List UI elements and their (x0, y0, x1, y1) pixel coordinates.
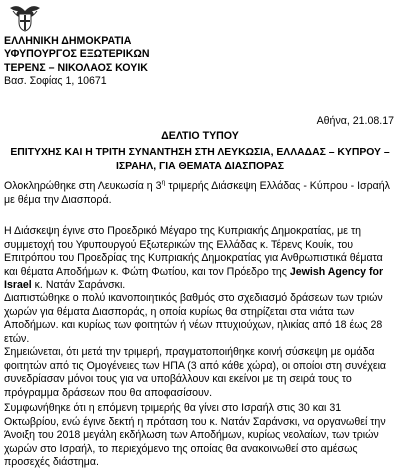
paragraph: Διαπιστώθηκε ο πολύ ικανοποιητικός βαθμός στο σχεδιασμό δράσεων των τριών χωρών για θέματα Διασποράς, η οποία κυρίως θα στηρίζεται στα νιάτα των Αποδήμων. και κυρίως των φοιτητών ή νέων πτυχιούχων, ηλικίας από 18 έως 28 ετών. (4, 292, 383, 345)
header-line: ΕΛΛΗΝΙΚΗ ΔΗΜΟΚΡΑΤΙΑ (4, 35, 132, 47)
paragraph: Σημειώνεται, ότι μετά την τριμερή, πραγματοποιήθηκε κοινή σύσκεψη με ομάδα φοιτητών από τις Ομογένειες των ΗΠΑ (3 από κάθε χώρα), οι οποίοι στη συνέχεια συνεδρίασαν μόνοι τους για να υποβάλλουν και εκείνοι με τη σειρά τους το πρόγραμμα δράσεων που θα αποφασίσουν. (4, 346, 387, 399)
paragraph: Η Διάσκεψη έγινε στο Προεδρικό Μέγαρο της Κυπριακής Δημοκρατίας, με τη συμμετοχή του Υφυπουργού Εξωτερικών της Ελλάδας κ. Τέρενς Κουίκ, του Επιτρόπου του Προεδρίας της Κυπριακής Δημοκρατίας για Ανθρωπιστικά θέματα και θέματα Αποδήμων κ. Φώτη Φωτίου, και τον Πρόεδρο της Jewish Agency for Israel κ. Νατάν Σαράνσκι. (4, 225, 384, 291)
paragraph: Ολοκληρώθηκε στη Λευκωσία η $3^\eta$ τριμερής Διάσκεψη Ελλάδας - Κύπρου - Ισραήλ με θέμα την Διασπορά. (4, 179, 390, 206)
header-line: ΥΦΥΠΟΥΡΓΟΣ ΕΞΩΤΕΡΙΚΩΝ (4, 48, 150, 61)
document-subtitle (0, 146, 400, 173)
sender-address: Βασ. Σοφίας 1, 10671 (4, 75, 107, 88)
header-line: ΤΕΡΕΝΣ – ΝΙΚΟΛΑΟΣ ΚΟΥΙΚ (4, 61, 148, 74)
organization-name: Jewish Agency for Israel (4, 265, 384, 291)
document-title: ΔΕΛΤΙΟ ΤΥΠΟΥ (161, 130, 239, 142)
document-date: Αθήνα, 21.08.17 (316, 115, 394, 127)
subtitle-line: ΕΠΙΤΥΧΗΣ ΚΑΙ Η ΤΡΙΤΗ ΣΥΝΑΝΤΗΣΗ ΣΤΗ ΛΕΥΚΩΣΙΑ, ΕΛΛΑΔΑΣ – ΚΥΠΡΟΥ – (10, 147, 390, 158)
paragraph: Συμφωνήθηκε ότι η επόμενη τριμερής θα γίνει στο Ισραήλ στις 30 και 31 Οκτωβρίου, ενώ έγινε δεκτή η πρόταση του κ. Νατάν Σαράνσκι, να οργανωθεί την Άνοιξη του 2018 μεγάλη εκδήλωση των Αποδήμων, κυρίως νεολαίων, των τριών χωρών στο Ισραήλ, το περιεχόμενο της οποίας θα ανακοινωθεί στο αμέσως προσεχές διάστημα. (4, 402, 386, 468)
sender-block (4, 35, 149, 89)
subtitle-line: ΙΣΡΑΗΛ, ΓΙΑ ΘΕΜΑΤΑ ΔΙΑΣΠΟΡΑΣ (116, 160, 284, 172)
greek-coat-of-arms-icon (8, 2, 42, 32)
